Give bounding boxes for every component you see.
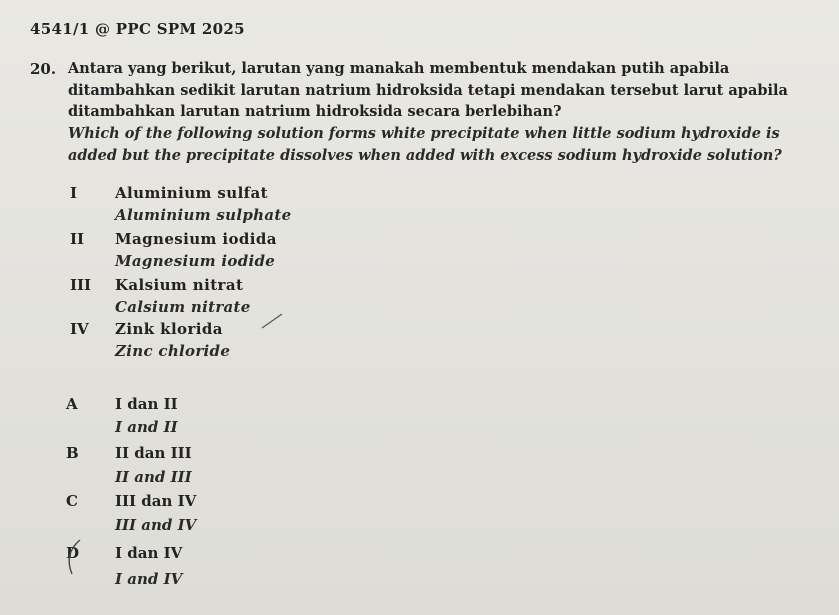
tick-mark-icon bbox=[262, 314, 282, 328]
item-iv-english: Zinc chloride bbox=[115, 342, 231, 360]
option-c-english: III and IV bbox=[115, 516, 197, 534]
question-number: 20. bbox=[30, 60, 57, 78]
item-ii-malay: Magnesium iodida bbox=[115, 230, 277, 248]
option-a-malay: I dan II bbox=[115, 395, 178, 413]
question-english-line-2: added but the precipitate dissolves when added with excess sodium hydroxide solution? bbox=[68, 147, 782, 164]
option-letter-b: B bbox=[66, 444, 79, 462]
paper-header: 4541/1 @ PPC SPM 2025 bbox=[30, 20, 245, 38]
item-iii-malay: Kalsium nitrat bbox=[115, 276, 244, 294]
answer-circle-mark bbox=[69, 540, 80, 574]
question-malay-line-2: ditambahkan sedikit larutan natrium hidroksida tetapi mendakan tersebut larut apabila bbox=[68, 82, 788, 99]
option-c-malay: III dan IV bbox=[115, 492, 197, 510]
option-b-english: II and III bbox=[115, 468, 192, 486]
option-letter-d: D bbox=[66, 544, 80, 562]
item-numeral-iv: IV bbox=[70, 320, 89, 338]
option-a-english: I and II bbox=[115, 418, 178, 436]
option-letter-c: C bbox=[66, 492, 78, 510]
option-letter-a: A bbox=[66, 395, 78, 413]
option-d-english: I and IV bbox=[115, 570, 183, 588]
question-malay-line-1: Antara yang berikut, larutan yang manakah membentuk mendakan putih apabila bbox=[68, 60, 730, 77]
option-d-malay: I dan IV bbox=[115, 544, 183, 562]
item-numeral-iii: III bbox=[70, 276, 92, 294]
item-i-malay: Aluminium sulfat bbox=[115, 184, 268, 202]
item-iii-english: Calsium nitrate bbox=[115, 298, 251, 316]
item-ii-english: Magnesium iodide bbox=[115, 252, 276, 270]
item-i-english: Aluminium sulphate bbox=[115, 206, 292, 224]
question-english-line-1: Which of the following solution forms white precipitate when little sodium hydroxide is bbox=[68, 125, 780, 142]
item-numeral-i: I bbox=[70, 184, 78, 202]
question-malay-line-3: ditambahkan larutan natrium hidroksida secara berlebihan? bbox=[68, 103, 562, 120]
item-iv-malay: Zink klorida bbox=[115, 320, 223, 338]
item-numeral-ii: II bbox=[70, 230, 85, 248]
option-b-malay: II dan III bbox=[115, 444, 192, 462]
